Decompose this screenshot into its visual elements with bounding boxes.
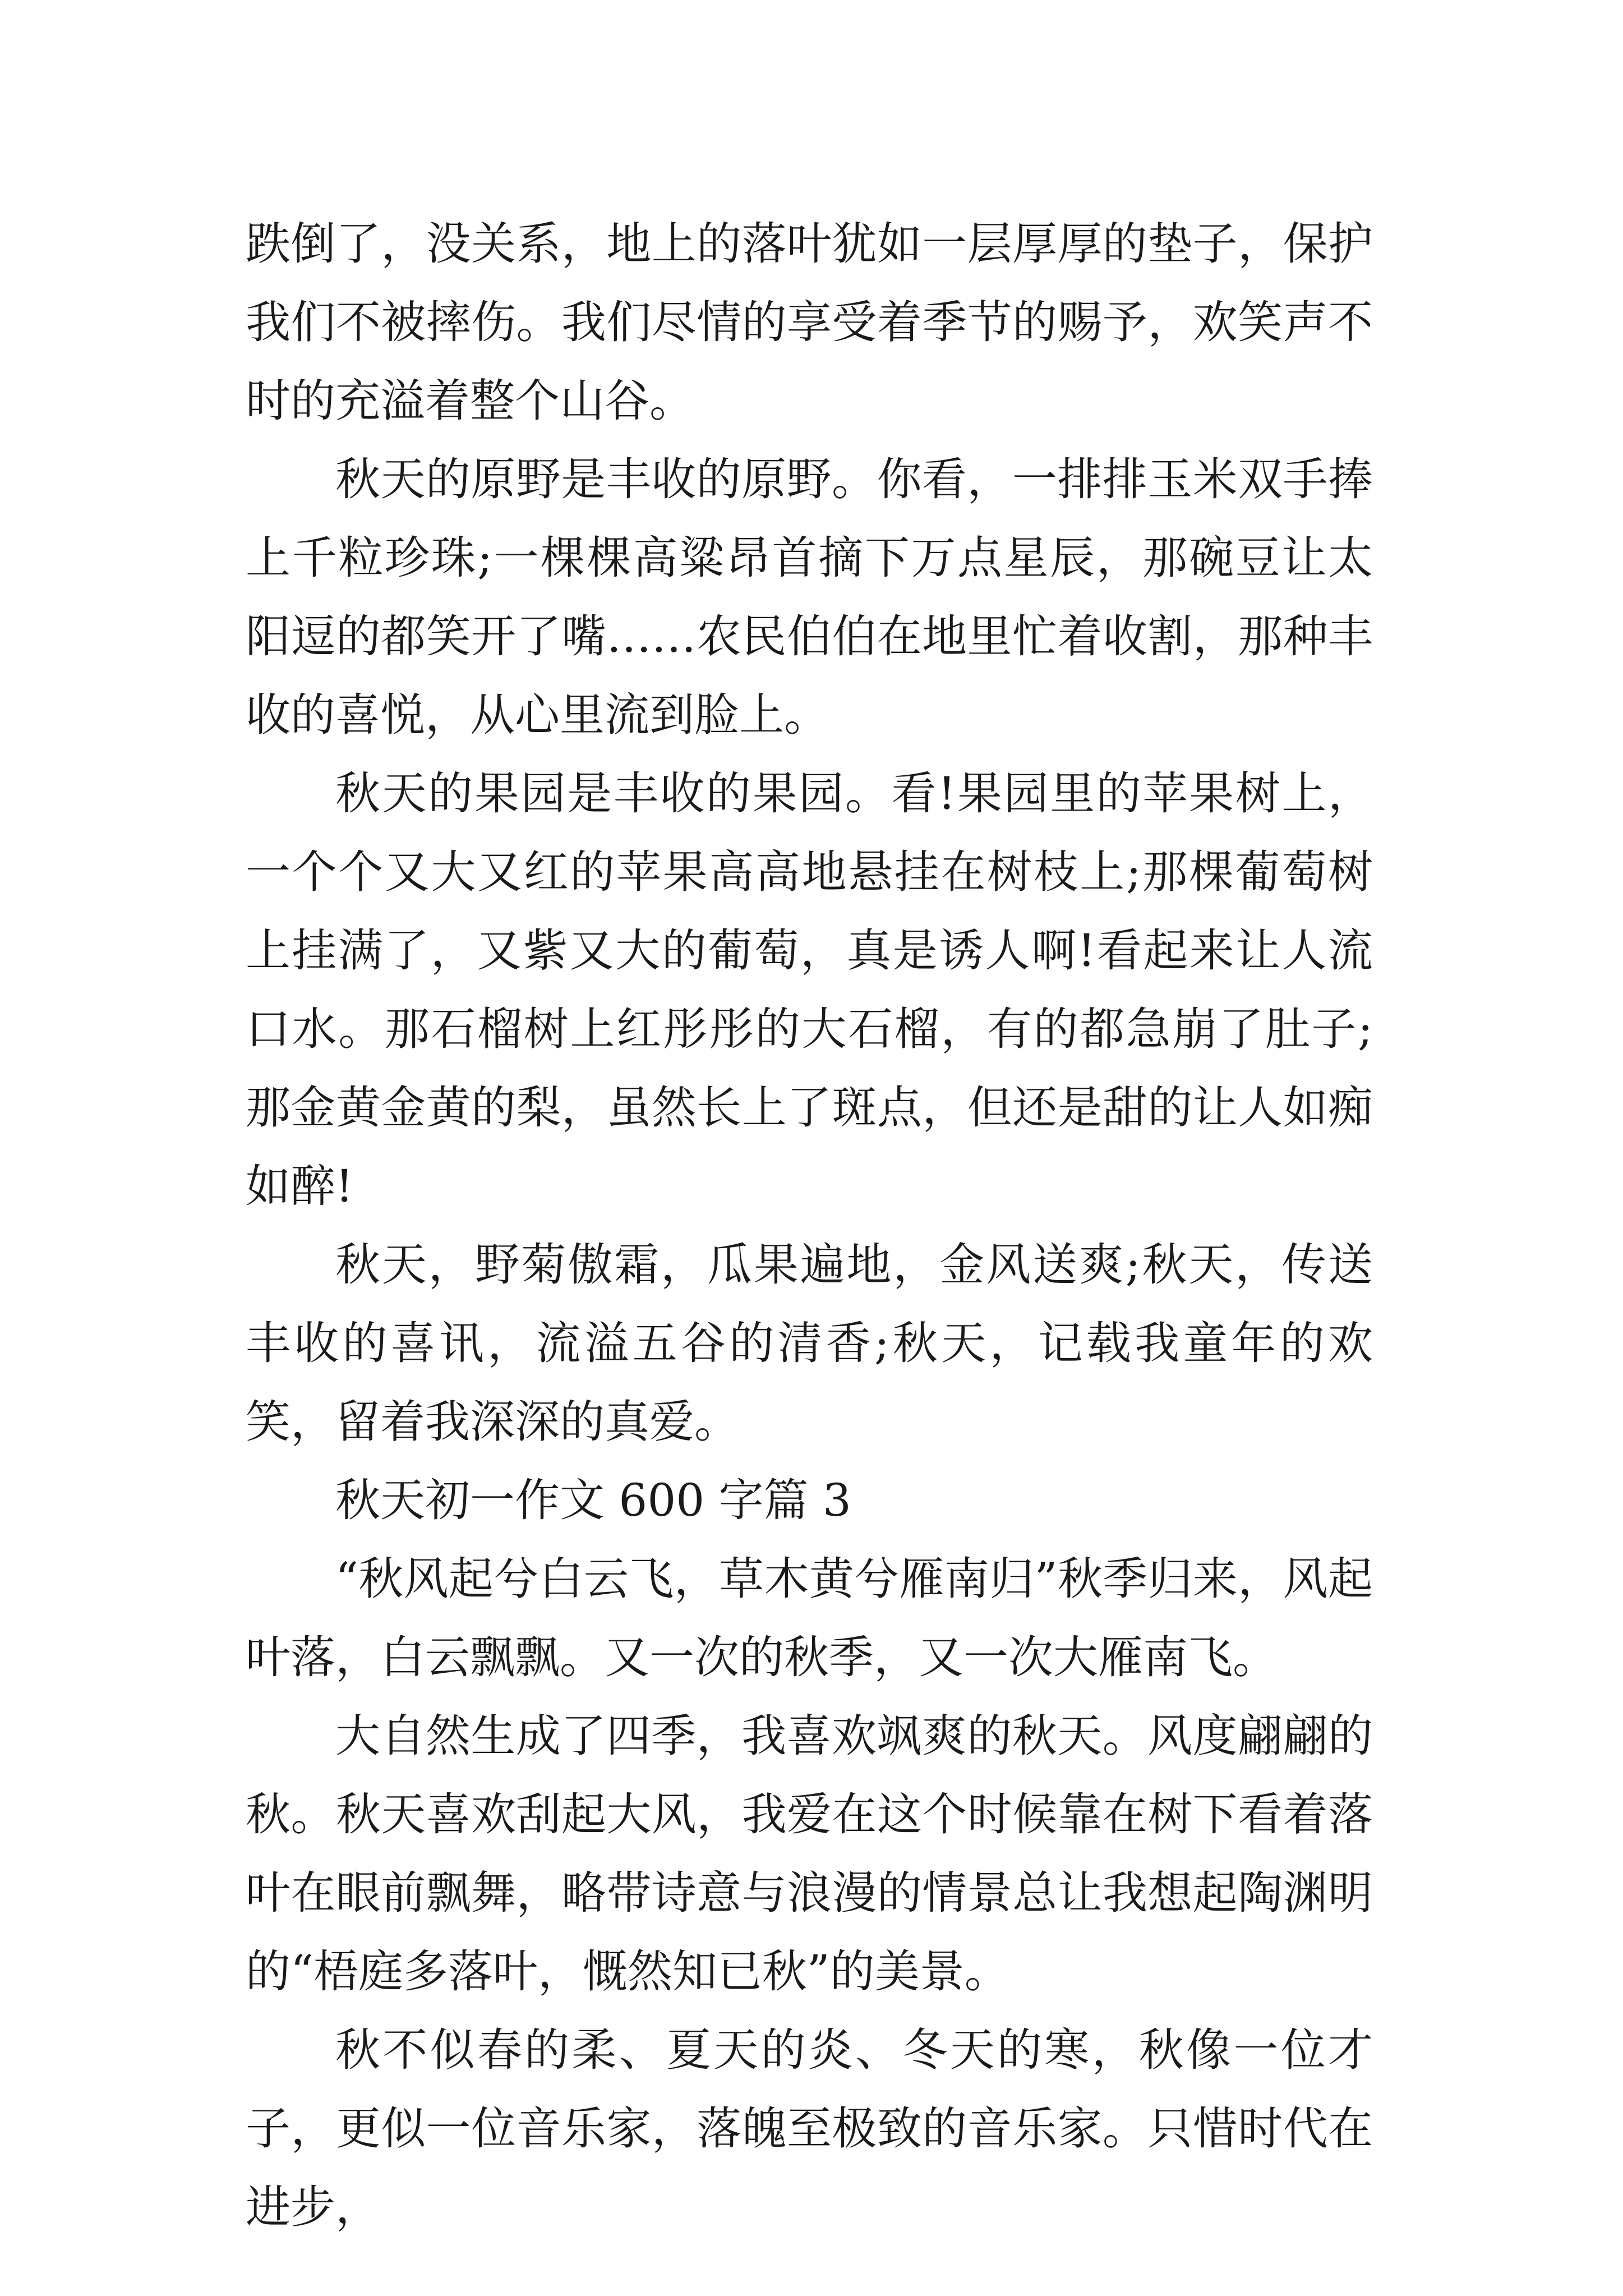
paragraph-musician: 秋不似春的柔、夏天的炎、冬天的寒，秋像一位才子，更似一位音乐家，落魄至极致的音乐家。只惜时代在进步，: [246, 2024, 1373, 2233]
paragraph-fields: 秋天的原野是丰收的原野。你看，一排排玉米双手捧上千粒珍珠;一棵棵高粱昂首摘下万点星辰，那碗豆让太阳逗的都笑开了嘴……农民伯伯在地里忙着收割，那种丰收的喜悦，从心里流到脸上。: [246, 453, 1373, 741]
paragraph-continuation: 跌倒了，没关系，地上的落叶犹如一层厚厚的垫子，保护我们不被摔伤。我们尽情的享受着季节的赐予，欢笑声不时的充溢着整个山谷。: [246, 218, 1373, 427]
paragraph-autumn-summary: 秋天，野菊傲霜，瓜果遍地，金风送爽;秋天，传送丰收的喜讯，流溢五谷的清香;秋天，记载我童年的欢笑，留着我深深的真爱。: [246, 1239, 1373, 1448]
section-heading: 秋天初一作文 600 字篇 3: [335, 1474, 851, 1526]
paragraph-four-seasons: 大自然生成了四季，我喜欢飒爽的秋天。风度翩翩的秋。秋天喜欢刮起大风，我爱在这个时候靠在树下看着落叶在眼前飘舞，略带诗意与浪漫的情景总让我想起陶渊明的“梧庭多落叶，慨然知已秋”的美景。: [246, 1710, 1373, 1998]
paragraph-poem-quote: “秋风起兮白云飞，草木黄兮雁南归”秋季归来，风起叶落，白云飘飘。又一次的秋季，又一次大雁南飞。: [246, 1553, 1373, 1683]
document-body: [246, 205, 1373, 2247]
paragraph-orchard: 秋天的果园是丰收的果园。看!果园里的苹果树上，一个个又大又红的苹果高高地悬挂在树枝上;那棵葡萄树上挂满了，又紫又大的葡萄，真是诱人啊!看起来让人流口水。那石榴树上红彤彤的大石榴，有的都急崩了肚子;那金黄金黄的梨，虽然长上了斑点，但还是甜的让人如痴如醉!: [246, 767, 1373, 1212]
